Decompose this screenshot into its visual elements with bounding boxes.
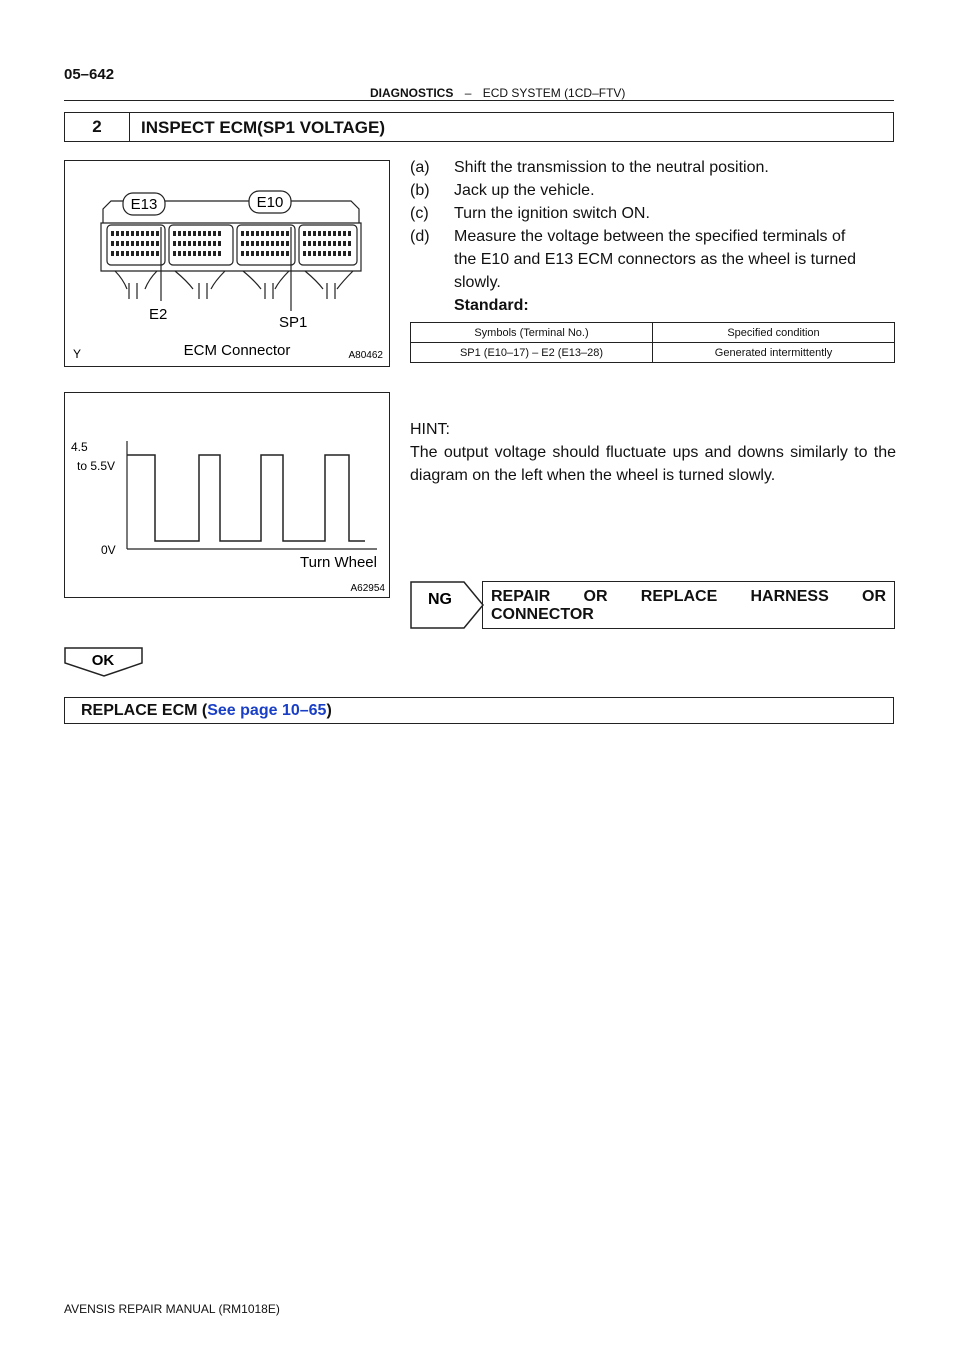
- hint-text: The output voltage should fluctuate ups and downs similarly to the diagram on the left when the wheel is turned slowly.: [410, 444, 896, 484]
- ng-arrow: [410, 581, 484, 629]
- step-number: 2: [65, 113, 130, 141]
- see-page-link[interactable]: See page 10–65: [207, 702, 327, 719]
- waveform-high-label-2: to 5.5V: [77, 459, 116, 473]
- waveform-low-label: 0V: [101, 543, 116, 557]
- step-title: INSPECT ECM(SP1 VOLTAGE): [141, 118, 386, 137]
- ng-label: NG: [428, 591, 452, 608]
- ng-action-line1: REPAIR OR REPLACE HARNESS OR: [491, 588, 886, 605]
- table-header-cell: Symbols (Terminal No.): [411, 323, 653, 343]
- ok-arrow: [64, 647, 144, 677]
- ecm-connector-figure: [64, 160, 390, 367]
- standard-label: Standard:: [454, 297, 529, 314]
- hint-title: HINT:: [410, 421, 450, 438]
- label-e13: E13: [130, 196, 158, 213]
- waveform-trace: [127, 455, 365, 541]
- table-row: [411, 343, 895, 363]
- figure1-y-mark: Y: [73, 347, 82, 361]
- instruction-b: [410, 179, 595, 202]
- final-action-prefix: REPLACE ECM (: [81, 702, 208, 719]
- final-action-box: [64, 697, 894, 724]
- label-sp1: SP1: [279, 314, 308, 331]
- ng-action-box: [482, 581, 895, 629]
- instruction-a-text: Shift the transmission to the neutral position.: [454, 159, 769, 176]
- hint-block: [410, 418, 896, 487]
- header-separator: –: [464, 86, 472, 100]
- instruction-d-cont1: the E10 and E13 ECM connectors as the wheel is turned: [454, 251, 857, 268]
- header-rule: [64, 100, 894, 101]
- final-action-suffix: ): [326, 702, 332, 719]
- waveform-x-label: Turn Wheel: [300, 554, 377, 571]
- ok-label: OK: [91, 652, 115, 669]
- page-number: 05–642: [64, 66, 115, 83]
- table-cell: SP1 (E10–17) – E2 (E13–28): [411, 343, 653, 363]
- header-section: DIAGNOSTICS: [370, 86, 454, 100]
- page-footer: AVENSIS REPAIR MANUAL (RM1018E): [64, 1302, 280, 1316]
- waveform-high-label-1: 4.5: [71, 440, 88, 454]
- figure1-code: A80462: [348, 350, 383, 361]
- instruction-c-label: (c): [410, 205, 429, 222]
- instruction-c: [410, 202, 650, 225]
- standard-table: [410, 322, 895, 363]
- table-header-row: [411, 323, 895, 343]
- ng-action-line2: CONNECTOR: [491, 606, 594, 623]
- final-action-text: [81, 702, 332, 720]
- figure2-code: A62954: [350, 583, 385, 594]
- instruction-d-cont2: slowly.: [454, 274, 501, 291]
- instruction-d: [410, 225, 845, 248]
- figure1-caption: ECM Connector: [183, 342, 291, 359]
- step-header: [64, 112, 894, 142]
- instruction-d-label: (d): [410, 228, 430, 245]
- header-subsection: ECD SYSTEM (1CD–FTV): [482, 86, 626, 100]
- label-e2: E2: [149, 306, 168, 323]
- instruction-a-label: (a): [410, 159, 430, 176]
- instruction-b-text: Jack up the vehicle.: [454, 182, 595, 199]
- ecm-connector-illustration: [65, 161, 388, 365]
- table-header-cell: Specified condition: [653, 323, 895, 343]
- instruction-c-text: Turn the ignition switch ON.: [454, 205, 650, 222]
- instruction-d-text: Measure the voltage between the specified terminals of: [454, 228, 846, 245]
- instruction-a: [410, 156, 769, 179]
- label-e10: E10: [256, 194, 284, 211]
- waveform-illustration: [65, 393, 388, 596]
- page-header: [370, 86, 625, 100]
- waveform-figure: [64, 392, 390, 598]
- table-cell: Generated intermittently: [653, 343, 895, 363]
- instruction-b-label: (b): [410, 182, 430, 199]
